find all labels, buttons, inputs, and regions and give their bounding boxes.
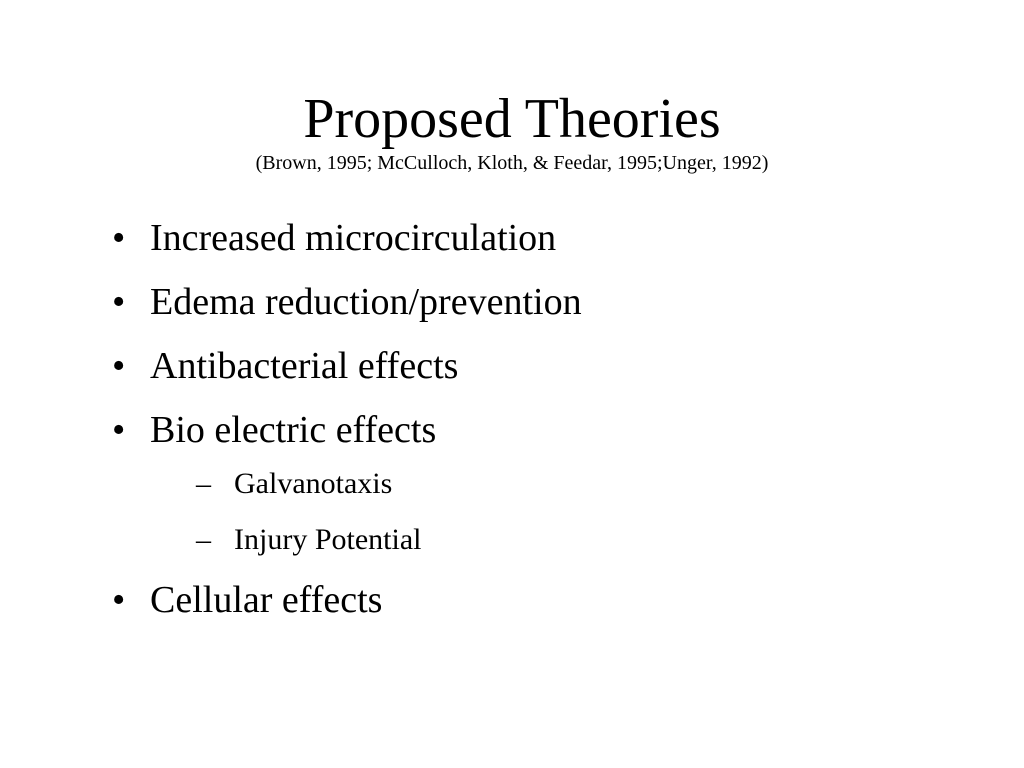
sub-bullet-text: Injury Potential bbox=[234, 523, 422, 556]
bullet-item bbox=[112, 340, 972, 392]
bullet-text: Antibacterial effects bbox=[150, 345, 459, 387]
sub-bullet-item bbox=[150, 518, 972, 562]
sub-bullet-marker: – bbox=[196, 467, 211, 500]
bullet-marker: • bbox=[112, 345, 126, 387]
bullet-marker: • bbox=[112, 579, 126, 621]
bullet-marker: • bbox=[112, 409, 126, 451]
sub-bullet-list bbox=[150, 462, 972, 562]
bullet-text: Cellular effects bbox=[150, 579, 383, 621]
slide-title: Proposed Theories bbox=[303, 88, 721, 150]
bullet-marker: • bbox=[112, 217, 126, 259]
bullet-item bbox=[112, 404, 972, 562]
bullet-text: Bio electric effects bbox=[150, 409, 437, 451]
slide-citation: (Brown, 1995; McCulloch, Kloth, & Feedar, 1995;Unger, 1992) bbox=[255, 152, 769, 174]
sub-bullet-item bbox=[150, 462, 972, 506]
bullet-text: Increased microcirculation bbox=[150, 217, 557, 259]
bullet-item bbox=[112, 574, 972, 626]
bullet-text: Edema reduction/prevention bbox=[150, 281, 582, 323]
title-block bbox=[0, 84, 1024, 176]
sub-bullet-marker: – bbox=[196, 523, 211, 556]
bullet-marker: • bbox=[112, 281, 126, 323]
sub-bullet-text: Galvanotaxis bbox=[234, 467, 393, 500]
bullet-item bbox=[112, 276, 972, 328]
bullet-list bbox=[112, 212, 972, 638]
bullet-item bbox=[112, 212, 972, 264]
